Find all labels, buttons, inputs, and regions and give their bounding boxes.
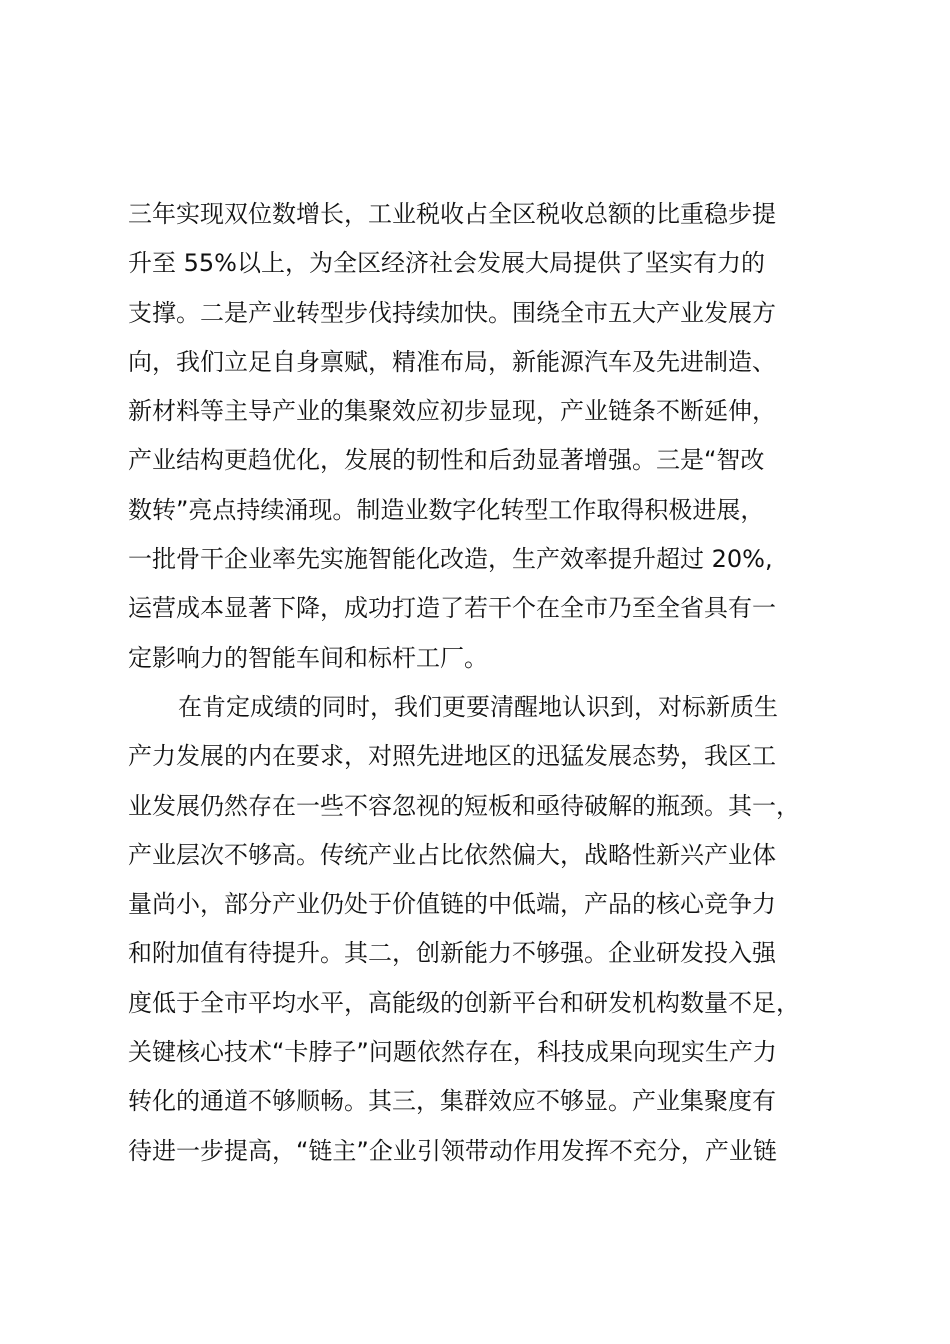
paragraph-line: 定影响力的智能车间和标杆工厂。 [128,643,488,672]
paragraph-line: 数转”亮点持续涌现。制造业数字化转型工作取得积极进展， [128,495,765,524]
paragraph-line: 产业层次不够高。传统产业占比依然偏大，战略性新兴产业体 [128,840,776,869]
paragraph-line: 运营成本显著下降，成功打造了若干个在全市乃至全省具有一 [128,594,776,623]
paragraph-line: 一批骨干企业率先实施智能化改造，生产效率提升超过 20%, [128,545,773,574]
paragraph-line: 转化的通道不够顺畅。其三，集群效应不够显。产业集聚度有 [128,1087,776,1116]
paragraph-line: 三年实现双位数增长，工业税收占全区税收总额的比重稳步提 [128,200,776,228]
paragraph-first-line: 在肯定成绩的同时，我们更要清醒地认识到，对标新质生 [178,692,778,721]
paragraph-line: 度低于全市平均水平，高能级的创新平台和研发机构数量不足， [128,988,800,1017]
paragraph-line: 产业结构更趋优化，发展的韧性和后劲显著增强。三是“智改 [128,446,765,475]
document-body [128,190,828,1176]
paragraph-1 [128,190,828,683]
paragraph-line: 待进一步提高，“链主”企业引领带动作用发挥不充分，产业链 [128,1136,777,1165]
paragraph-line: 新材料等主导产业的集聚效应初步显现，产业链条不断延伸， [128,397,776,426]
paragraph-2 [128,683,828,1176]
paragraph-line: 向，我们立足自身禀赋，精准布局，新能源汽车及先进制造、 [128,347,776,376]
paragraph-line: 产力发展的内在要求，对照先进地区的迅猛发展态势，我区工 [128,742,776,771]
paragraph-line: 升至 55%以上，为全区经济社会发展大局提供了坚实有力的 [128,249,765,278]
paragraph-line: 关键核心技术“卡脖子”问题依然存在，科技成果向现实生产力 [128,1038,777,1067]
paragraph-line: 支撑。二是产业转型步伐持续加快。围绕全市五大产业发展方 [128,298,776,327]
paragraph-line: 业发展仍然存在一些不容忽视的短板和亟待破解的瓶颈。其一， [128,791,800,820]
paragraph-line: 和附加值有待提升。其二，创新能力不够强。企业研发投入强 [128,939,776,968]
paragraph-line: 量尚小，部分产业仍处于价值链的中低端，产品的核心竞争力 [128,890,776,919]
